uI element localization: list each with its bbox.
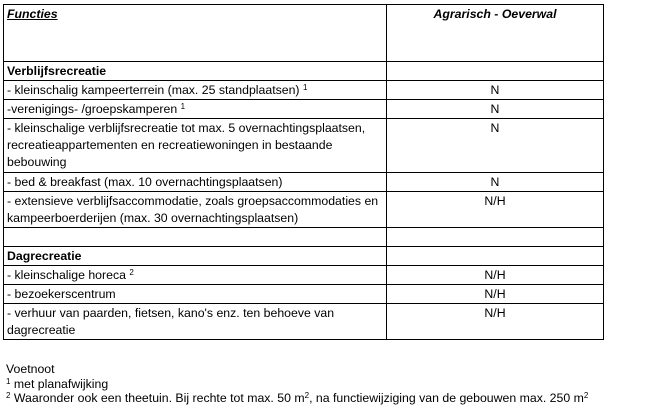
value-cell	[387, 173, 604, 192]
function-label: - kleinschalig kampeerterrein (max. 25 standplaatsen)	[7, 83, 300, 97]
value-cell	[387, 192, 604, 228]
footnote-marker: 1	[180, 102, 186, 111]
permit-value: N	[490, 175, 500, 189]
permit-value: N/H	[484, 194, 506, 208]
function-cell	[4, 81, 387, 100]
table-row	[4, 100, 604, 119]
permit-value: N	[490, 83, 500, 97]
empty-cell	[387, 247, 604, 266]
empty-cell	[387, 62, 604, 81]
table-row	[4, 192, 604, 228]
function-cell	[4, 173, 387, 192]
header-functies-cell	[4, 5, 387, 62]
footnote-1-text: met planafwijking	[13, 376, 109, 391]
empty-cell	[4, 228, 387, 247]
function-label: - extensieve verblijfsaccommodatie, zoals groepsaccommodaties en kampeerboerderijen (max. 30 overnachtingsplaatsen)	[7, 194, 379, 225]
empty-cell	[387, 228, 604, 247]
value-cell	[387, 285, 604, 304]
function-cell	[4, 119, 387, 173]
header-zone: Agrarisch - Oeverwal	[433, 7, 557, 21]
permit-value: N	[490, 121, 500, 135]
footnote-2-superscript-a: 2	[304, 391, 310, 400]
function-cell	[4, 100, 387, 119]
function-label: - kleinschalige horeca	[7, 268, 126, 282]
function-cell	[4, 285, 387, 304]
footnote-title: Voetnoot	[6, 362, 55, 376]
value-cell	[387, 81, 604, 100]
functions-table	[3, 4, 604, 340]
table-header-row	[4, 5, 604, 62]
section-verblijfsrecreatie: Verblijfsrecreatie	[7, 64, 107, 78]
permit-value: N/H	[484, 306, 506, 320]
header-functies: Functies	[7, 7, 58, 21]
table-row	[4, 266, 604, 285]
function-cell	[4, 304, 387, 340]
permit-value: N/H	[484, 268, 506, 282]
table-row	[4, 119, 604, 173]
footnotes	[6, 362, 588, 406]
section-cell	[4, 247, 387, 266]
footnote-2	[6, 391, 588, 406]
function-label: - kleinschalige verblijfsrecreatie tot max. 5 overnachtingsplaatsen, recreatieappartementen en recreatiewoningen in bestaande bebouwing	[7, 121, 366, 169]
footnote-1-marker: 1	[6, 376, 11, 386]
value-cell	[387, 119, 604, 173]
function-label: -verenigings- /groepskamperen	[7, 102, 178, 116]
section-row	[4, 247, 604, 266]
footnote-2-text-a: Waaronder ook een theetuin. Bij rechte tot max. 50 m	[13, 391, 305, 405]
value-cell	[387, 304, 604, 340]
permit-value: N/H	[484, 287, 506, 301]
function-label: - bed & breakfast (max. 10 overnachtingsplaatsen)	[7, 175, 283, 189]
footnote-2-superscript-b: 2	[583, 391, 589, 400]
function-cell	[4, 192, 387, 228]
footnote-2-text-b: , na functiewijziging van de gebouwen max. 250 m	[309, 391, 584, 405]
footnote-2-marker: 2	[6, 391, 11, 400]
table-row	[4, 81, 604, 100]
table-row	[4, 173, 604, 192]
permit-value: N	[490, 102, 500, 116]
table-row	[4, 285, 604, 304]
value-cell	[387, 100, 604, 119]
footnote-marker: 2	[129, 268, 134, 277]
footnote-marker: 1	[302, 83, 308, 92]
header-zone-cell	[387, 5, 604, 62]
function-label: - verhuur van paarden, fietsen, kano's enz. ten behoeve van dagrecreatie	[7, 306, 335, 337]
footnote-1	[6, 377, 588, 392]
value-cell	[387, 266, 604, 285]
function-label: - bezoekerscentrum	[7, 287, 116, 301]
section-row	[4, 62, 604, 81]
table-row	[4, 304, 604, 340]
function-cell	[4, 266, 387, 285]
spacer-row	[4, 228, 604, 247]
section-dagrecreatie: Dagrecreatie	[7, 249, 82, 263]
section-cell	[4, 62, 387, 81]
